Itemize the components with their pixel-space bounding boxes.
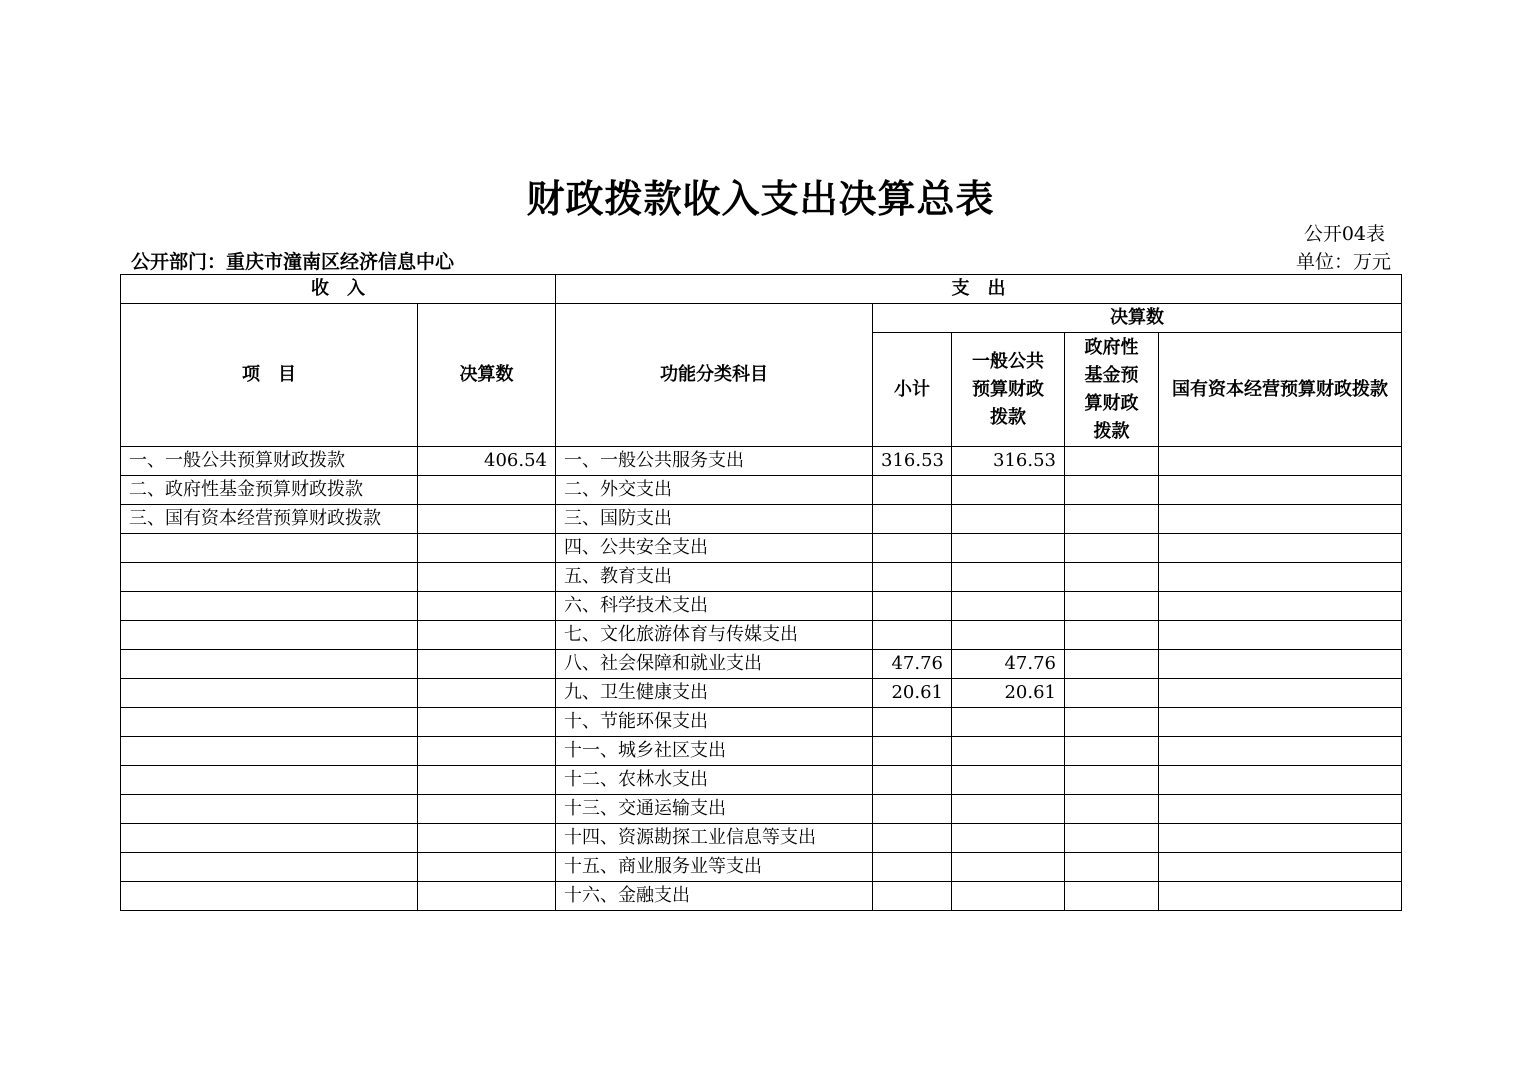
state-capital-header: 国有资本经营预算财政拨款 [1159,333,1402,447]
page-title: 财政拨款收入支出决算总表 [526,177,995,221]
table-row [121,708,1402,737]
gov-fund-cell [1065,563,1159,592]
state-capital-cell [1159,447,1402,476]
general-budget-cell: 316.53 [952,447,1065,476]
income-amount-cell [418,592,556,621]
income-header: 收 入 [121,275,556,304]
func-subject-cell: 五、教育支出 [556,563,873,592]
income-amount-cell [418,824,556,853]
general-budget-cell [952,592,1065,621]
general-budget-cell: 47.76 [952,650,1065,679]
unit-label: 单位：万元 [1295,251,1391,273]
state-capital-cell [1159,766,1402,795]
income-item-cell [121,824,418,853]
func-subject-cell: 十、节能环保支出 [556,708,873,737]
income-item-cell [121,882,418,911]
gov-fund-cell [1065,621,1159,650]
income-amount-cell [418,621,556,650]
income-amount-cell [418,737,556,766]
income-amount-cell [418,708,556,737]
general-budget-cell [952,505,1065,534]
general-budget-cell: 20.61 [952,679,1065,708]
general-budget-cell [952,476,1065,505]
state-capital-cell [1159,534,1402,563]
subtotal-cell [873,737,952,766]
state-capital-cell [1159,563,1402,592]
general-budget-cell [952,708,1065,737]
income-amount-cell [418,795,556,824]
gov-fund-cell [1065,650,1159,679]
state-capital-cell [1159,737,1402,766]
income-item-cell [121,795,418,824]
income-item-cell [121,766,418,795]
subtotal-cell [873,708,952,737]
income-amount-cell [418,505,556,534]
table-row [121,476,1402,505]
general-budget-cell [952,621,1065,650]
income-amount-cell [418,679,556,708]
gov-fund-cell [1065,853,1159,882]
func-subject-cell: 九、卫生健康支出 [556,679,873,708]
gov-fund-cell [1065,534,1159,563]
table-row [121,882,1402,911]
state-capital-cell [1159,853,1402,882]
income-item-cell: 一、一般公共预算财政拨款 [121,447,418,476]
income-amount-cell [418,853,556,882]
gov-fund-cell [1065,737,1159,766]
subtotal-cell [873,882,952,911]
subtotal-cell: 47.76 [873,650,952,679]
income-amount-cell [418,766,556,795]
table-row [121,505,1402,534]
table-row [121,592,1402,621]
table-row [121,534,1402,563]
gov-fund-cell [1065,795,1159,824]
table-row [121,795,1402,824]
state-capital-cell [1159,650,1402,679]
general-budget-cell [952,534,1065,563]
income-item-cell [121,592,418,621]
income-amount-cell [418,650,556,679]
general-budget-cell [952,882,1065,911]
state-capital-cell [1159,708,1402,737]
subtotal-cell [873,592,952,621]
budget-table [120,274,1402,911]
gov-fund-cell [1065,679,1159,708]
income-amount-cell [418,476,556,505]
func-subject-cell: 六、科学技术支出 [556,592,873,621]
gov-fund-cell [1065,447,1159,476]
subtotal-cell [873,795,952,824]
income-item-cell [121,679,418,708]
table-row [121,650,1402,679]
subtotal-cell: 316.53 [873,447,952,476]
table-row [121,737,1402,766]
subtotal-cell [873,824,952,853]
func-subject-cell: 一、一般公共服务支出 [556,447,873,476]
general-budget-cell [952,563,1065,592]
department-label: 公开部门：重庆市潼南区经济信息中心 [131,251,455,273]
income-item-cell: 二、政府性基金预算财政拨款 [121,476,418,505]
income-item-cell [121,708,418,737]
gov-fund-cell [1065,505,1159,534]
general-budget-cell [952,766,1065,795]
state-capital-cell [1159,476,1402,505]
state-capital-cell [1159,824,1402,853]
gov-fund-cell [1065,824,1159,853]
state-capital-cell [1159,679,1402,708]
func-subject-header: 功能分类科目 [556,304,873,447]
func-subject-cell: 八、社会保障和就业支出 [556,650,873,679]
table-row [121,447,1402,476]
gov-fund-header: 政府性基金预算财政拨款 [1065,333,1159,447]
table-row [121,766,1402,795]
subtotal-cell [873,476,952,505]
table-row [121,679,1402,708]
general-budget-cell [952,795,1065,824]
subtotal-cell [873,621,952,650]
state-capital-cell [1159,795,1402,824]
state-capital-cell [1159,621,1402,650]
income-item-cell [121,621,418,650]
func-subject-cell: 十六、金融支出 [556,882,873,911]
table-row [121,824,1402,853]
state-capital-cell [1159,505,1402,534]
subtotal-cell [873,505,952,534]
subtotal-cell [873,766,952,795]
income-amount-cell [418,563,556,592]
subtotal-cell [873,534,952,563]
general-budget-header: 一般公共预算财政拨款 [952,333,1065,447]
func-subject-cell: 二、外交支出 [556,476,873,505]
income-amount-cell [418,534,556,563]
state-capital-cell [1159,592,1402,621]
table-row [121,621,1402,650]
income-item-cell [121,534,418,563]
state-capital-cell [1159,882,1402,911]
income-item-cell [121,650,418,679]
general-budget-cell [952,737,1065,766]
income-amount-cell: 406.54 [418,447,556,476]
juesuanshu-group-header: 决算数 [873,304,1402,333]
gov-fund-cell [1065,592,1159,621]
table-row [121,563,1402,592]
income-amount-header: 决算数 [418,304,556,447]
subtotal-cell [873,563,952,592]
func-subject-cell: 十一、城乡社区支出 [556,737,873,766]
gov-fund-cell [1065,476,1159,505]
general-budget-cell [952,824,1065,853]
func-subject-cell: 十三、交通运输支出 [556,795,873,824]
table-row [121,853,1402,882]
table-number: 公开04表 [1303,223,1385,245]
subtotal-cell: 20.61 [873,679,952,708]
income-item-cell [121,853,418,882]
gov-fund-cell [1065,766,1159,795]
gov-fund-cell [1065,708,1159,737]
expense-header: 支 出 [556,275,1402,304]
gov-fund-cell [1065,882,1159,911]
general-budget-cell [952,853,1065,882]
income-item-cell: 三、国有资本经营预算财政拨款 [121,505,418,534]
income-item-cell [121,563,418,592]
subtotal-header: 小计 [873,333,952,447]
func-subject-cell: 十四、资源勘探工业信息等支出 [556,824,873,853]
subtotal-cell [873,853,952,882]
func-subject-cell: 四、公共安全支出 [556,534,873,563]
func-subject-cell: 十二、农林水支出 [556,766,873,795]
func-subject-cell: 七、文化旅游体育与传媒支出 [556,621,873,650]
income-amount-cell [418,882,556,911]
func-subject-cell: 三、国防支出 [556,505,873,534]
func-subject-cell: 十五、商业服务业等支出 [556,853,873,882]
item-header: 项 目 [121,304,418,447]
income-item-cell [121,737,418,766]
